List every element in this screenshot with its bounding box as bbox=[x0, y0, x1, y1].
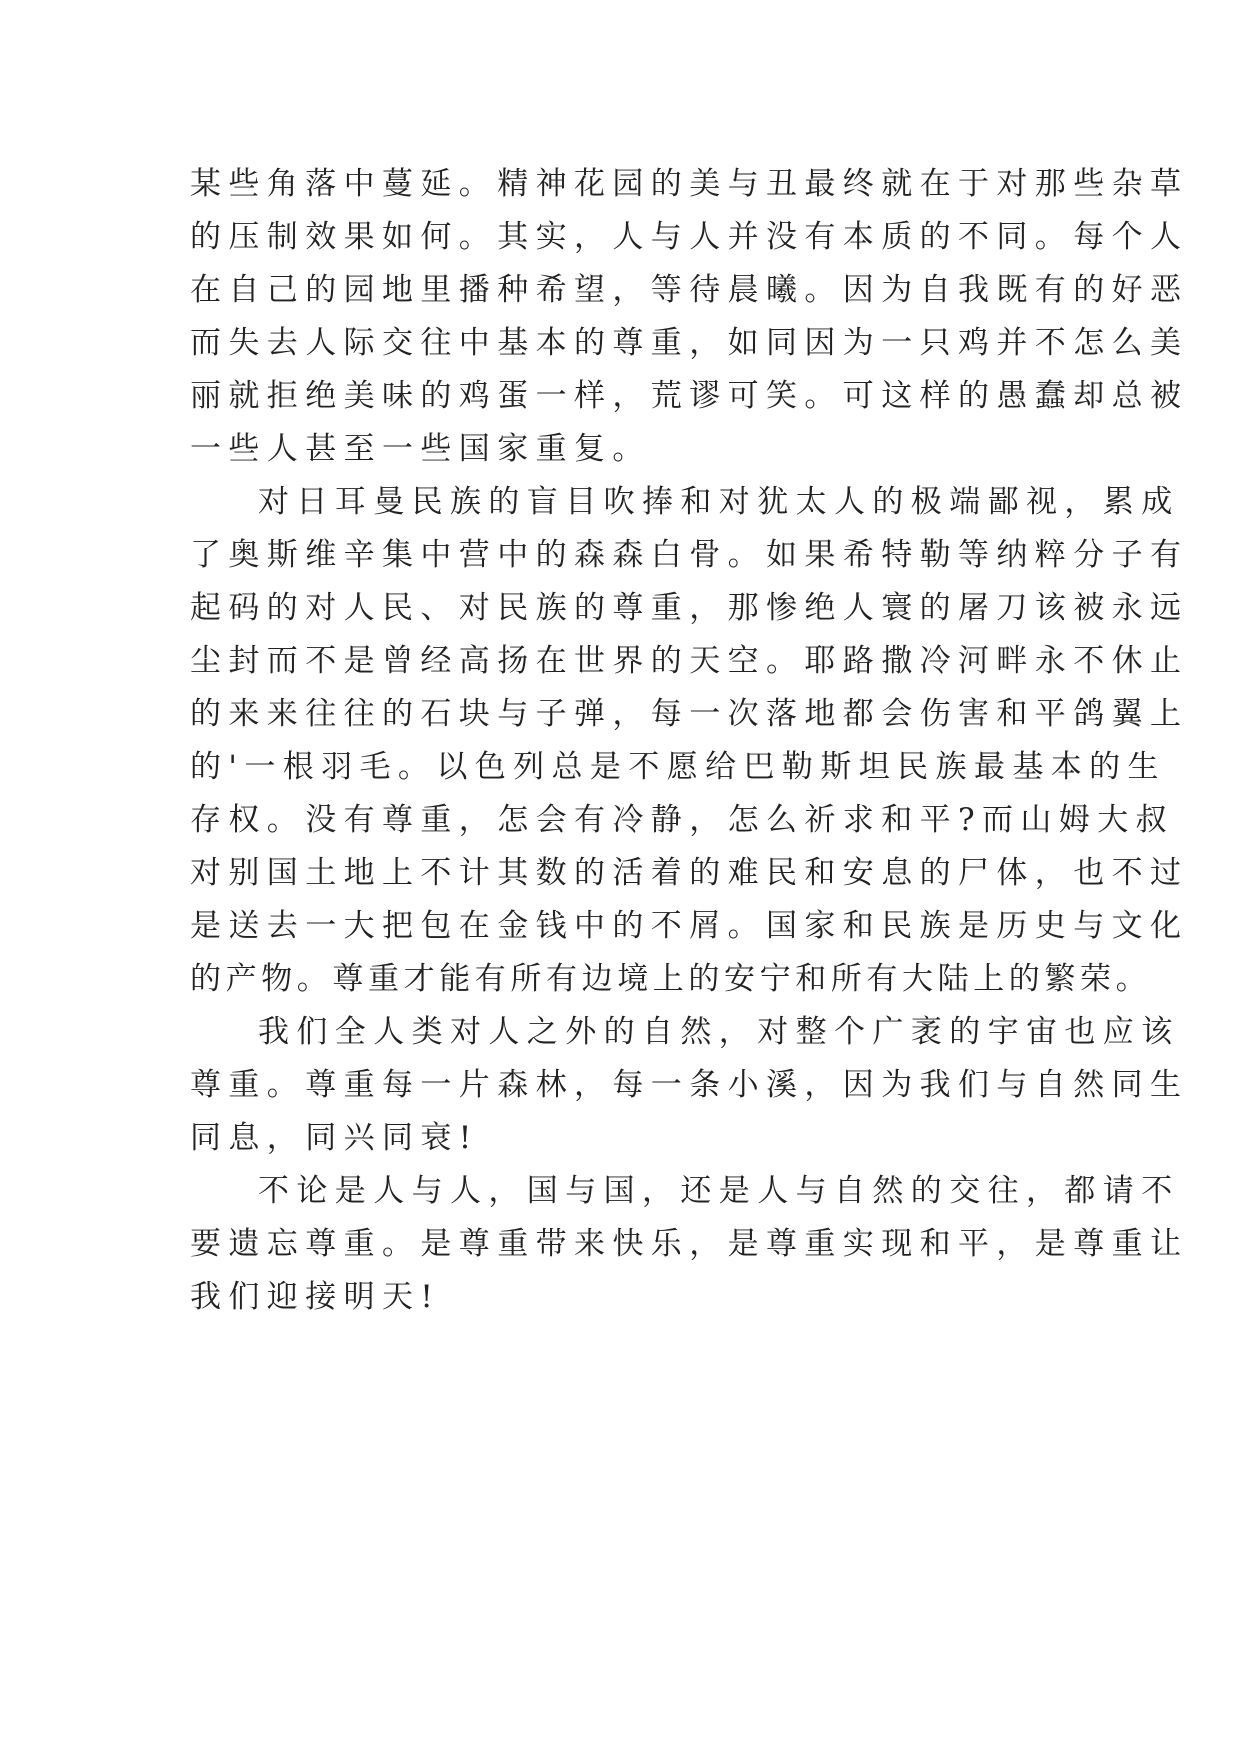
text-line: 是送去一大把包在金钱中的不屑。国家和民族是历史与文化 bbox=[190, 908, 1189, 944]
text-line: 的来来往往的石块与子弹，每一次落地都会伤害和平鸽翼上 bbox=[190, 696, 1189, 732]
text-line: 起码的对人民、对民族的尊重，那惨绝人寰的屠刀该被永远 bbox=[190, 590, 1189, 626]
text-line: 的压制效果如何。其实，人与人并没有本质的不同。每个人 bbox=[190, 219, 1189, 255]
text-line: 对别国土地上不计其数的活着的难民和安息的尸体，也不过 bbox=[190, 855, 1189, 891]
text-line: 同息，同兴同衰! bbox=[190, 1120, 479, 1156]
paragraph-first-line: 对日耳曼民族的盲目吹捧和对犹太人的极端鄙视，累成 bbox=[258, 484, 1180, 520]
text-line: 存权。没有尊重，怎会有冷静，怎么祈求和平?而山姆大叔 bbox=[190, 802, 1175, 838]
text-line: 某些角落中蔓延。精神花园的美与丑最终就在于对那些杂草 bbox=[190, 166, 1189, 202]
text-line: 在自己的园地里播种希望，等待晨曦。因为自我既有的好恶 bbox=[190, 272, 1189, 308]
text-line: 而失去人际交往中基本的尊重，如同因为一只鸡并不怎么美 bbox=[190, 325, 1189, 361]
text-line: 一些人甚至一些国家重复。 bbox=[190, 431, 651, 467]
text-line: 尘封而不是曾经高扬在世界的天空。耶路撒冷河畔永不休止 bbox=[190, 643, 1189, 679]
text-line: 丽就拒绝美味的鸡蛋一样，荒谬可笑。可这样的愚蠢却总被 bbox=[190, 378, 1189, 414]
paragraph-first-line: 我们全人类对人之外的自然，对整个广袤的宇宙也应该 bbox=[258, 1014, 1180, 1050]
text-line: 的'一根羽毛。以色列总是不愿给巴勒斯坦民族最基本的生 bbox=[190, 749, 1166, 785]
text-line: 我们迎接明天! bbox=[190, 1279, 441, 1315]
text-line: 了奥斯维辛集中营中的森森白骨。如果希特勒等纳粹分子有 bbox=[190, 537, 1189, 573]
text-line: 要遗忘尊重。是尊重带来快乐，是尊重实现和平，是尊重让 bbox=[190, 1226, 1189, 1262]
text-line: 的产物。尊重才能有所有边境上的安宁和所有大陆上的繁荣。 bbox=[190, 961, 1152, 997]
document-body bbox=[190, 158, 1189, 1324]
paragraph-first-line: 不论是人与人，国与国，还是人与自然的交往，都请不 bbox=[258, 1173, 1180, 1209]
text-line: 尊重。尊重每一片森林，每一条小溪，因为我们与自然同生 bbox=[190, 1067, 1189, 1103]
